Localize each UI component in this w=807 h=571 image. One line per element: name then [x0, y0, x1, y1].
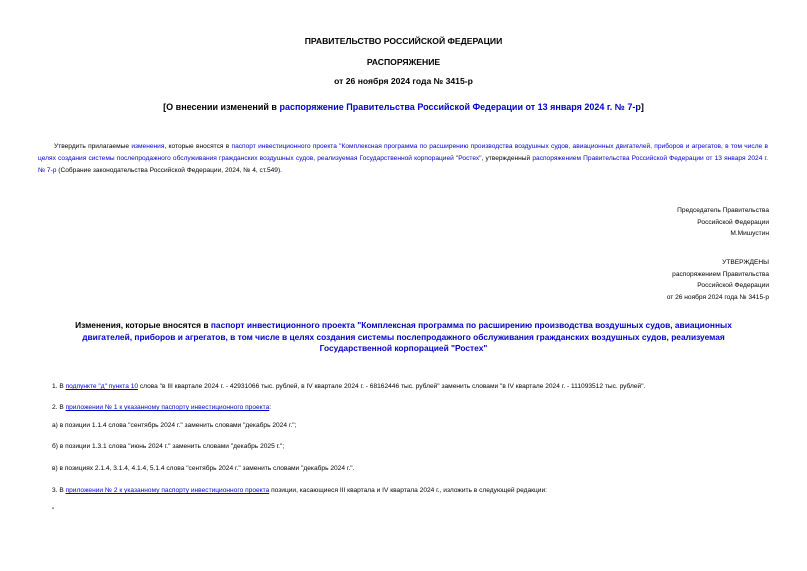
passport-link[interactable]: паспорт инвестиционного проекта "Комплексная программа по расширению производства воздушных судов, авиационных двигателей, приборов и агрегатов, в том числе в целях создания системы послепродажного обслуживания гражданских воздушных судов, реализуемая Государственной корпорацией "Ростех": [38, 143, 768, 162]
quote-mark: ": [52, 507, 55, 514]
list-item: в) в позициях 2.1.4, 3.1.4, 4.1.4, 5.1.4 слова "сентябрь 2024 г." заменить словами "декабрь 2024 г.".: [52, 465, 355, 472]
item-text: позиции, касающиеся III квартала и IV квартала 2024 г., изложить в следующей редакции:: [269, 487, 547, 494]
changes-title-link[interactable]: паспорт инвестиционного проекта "Комплексная программа по расширению производства воздушных судов, авиационных двигателей, приборов и агрегатов, в том числе в целях создания системы послепродажного обслуживания гражданских воздушных судов, реализуемая Государственной корпорацией "Ростех": [82, 320, 732, 353]
appendix-2-link[interactable]: приложении № 2 к указанному паспорту инвестиционного проекта: [65, 487, 270, 494]
list-item: [52, 486, 547, 496]
item-text: 1. В: [52, 383, 66, 390]
subject-prefix: [О внесении изменений в: [163, 102, 280, 112]
list-item: [52, 382, 645, 392]
changes-title: [60, 320, 747, 355]
item-text: :: [269, 404, 272, 411]
signature-block: [677, 205, 769, 240]
approval-line: Российской Федерации: [697, 282, 769, 289]
approval-line: распоряжением Правительства: [672, 270, 769, 278]
subject-link[interactable]: распоряжение Правительства Российской Федерации от 13 января 2024 г. № 7-р: [279, 102, 641, 112]
appendix-1-link[interactable]: приложении № 1 к указанному паспорту инвестиционного проекта: [65, 404, 270, 411]
changes-title-text: Изменения, которые вносятся в: [75, 320, 211, 330]
doc-subject: [0, 102, 807, 112]
approval-block: [667, 257, 769, 303]
item-text: 3. В: [52, 487, 66, 494]
list-item: [52, 403, 271, 413]
doc-date-number: от 26 ноября 2024 года № 3415-р: [334, 76, 473, 86]
approval-line: УТВЕРЖДЕНЫ: [722, 259, 769, 266]
subject-suffix: ]: [640, 102, 644, 112]
intro-text: Утвердить прилагаемые: [54, 143, 132, 150]
intro-text: , утвержденный: [481, 155, 533, 162]
intro-text: (Собрание законодательства Российской Федерации, 2024, № 4, ст.549).: [56, 167, 282, 174]
signature-name: М.Мишустин: [730, 230, 769, 237]
item-text: 2. В: [52, 404, 66, 411]
list-item: а) в позиции 1.1.4 слова "сентябрь 2024 г." заменить словами "декабрь 2024 г.";: [52, 422, 297, 429]
signature-line: Председатель Правительства: [677, 207, 769, 214]
subparagraph-link[interactable]: подпункте "д" пункта 10: [65, 383, 139, 390]
intro-paragraph: [38, 141, 768, 177]
government-heading: ПРАВИТЕЛЬСТВО РОССИЙСКОЙ ФЕДЕРАЦИИ: [304, 36, 503, 46]
doc-type-heading: РАСПОРЯЖЕНИЕ: [366, 57, 441, 67]
order-link[interactable]: распоряжением Правительства Российской Федерации от 13 января 2024 г. № 7-р: [38, 155, 768, 174]
changes-link[interactable]: изменения: [131, 143, 165, 150]
intro-text: , которые вносятся в: [164, 143, 232, 150]
item-text: слова "в III квартале 2024 г. - 42931066 тыс. рублей, в IV квартале 2024 г. - 68162446 тыс. рублей" заменить словами "в IV квартале 2024 г. - 111093512 тыс. рублей".: [138, 383, 646, 390]
approval-line: от 26 ноября 2024 года № 3415-р: [666, 293, 769, 301]
signature-line: Российской Федерации: [697, 218, 769, 226]
list-item: б) в позиции 1.3.1 слова "июнь 2024 г." заменить словами "декабрь 2025 г.";: [52, 443, 285, 450]
